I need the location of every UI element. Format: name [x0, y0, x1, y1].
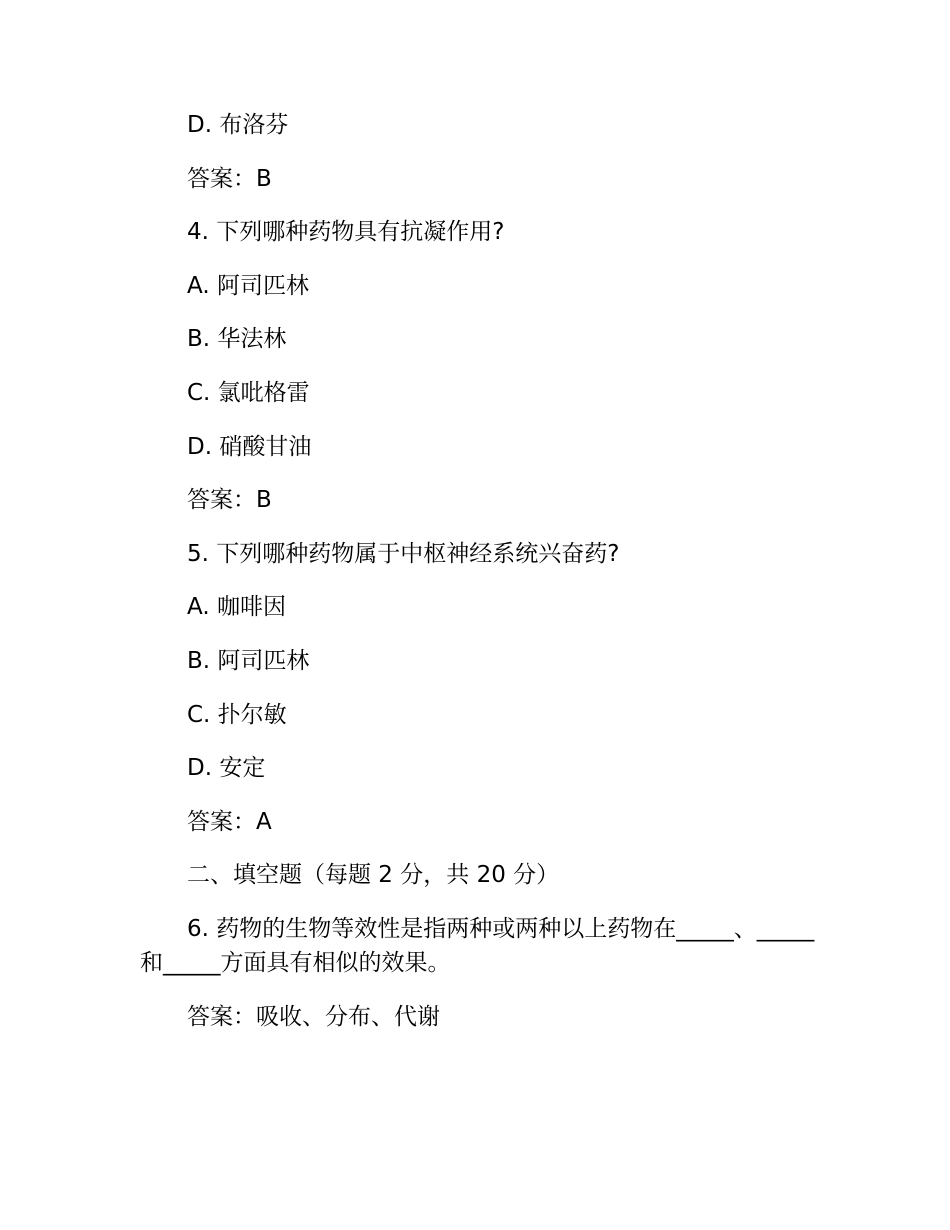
question-4-option-b: B. 华法林	[187, 326, 287, 353]
document-page	[140, 108, 820, 1053]
section-heading-fill-in: 二、填空题（每题 2 分，共 20 分）	[187, 862, 560, 889]
question-6-answer: 答案：吸收、分布、代谢	[187, 1003, 440, 1030]
question-5-option-a: A. 咖啡因	[187, 594, 286, 621]
question-4: 4. 下列哪种药物具有抗凝作用?	[187, 219, 505, 246]
question-4-option-a: A. 阿司匹林	[187, 272, 309, 299]
question-5-option-d: D. 安定	[187, 755, 266, 782]
answer-line: 答案：B	[187, 165, 272, 192]
question-5-answer: 答案：A	[187, 808, 272, 835]
question-6: 6. 药物的生物等效性是指两种或两种以上药物在_____、_____和_____方面具有相似的效果。	[140, 915, 815, 976]
question-4-option-d: D. 硝酸甘油	[187, 433, 312, 460]
question-5-option-b: B. 阿司匹林	[187, 647, 310, 674]
option-d-line: D. 布洛芬	[187, 112, 289, 138]
question-4-option-c: C. 氯吡格雷	[187, 379, 310, 406]
question-4-answer: 答案：B	[187, 487, 272, 514]
question-5: 5. 下列哪种药物属于中枢神经系统兴奋药?	[187, 540, 620, 567]
question-5-option-c: C. 扑尔敏	[187, 701, 287, 728]
